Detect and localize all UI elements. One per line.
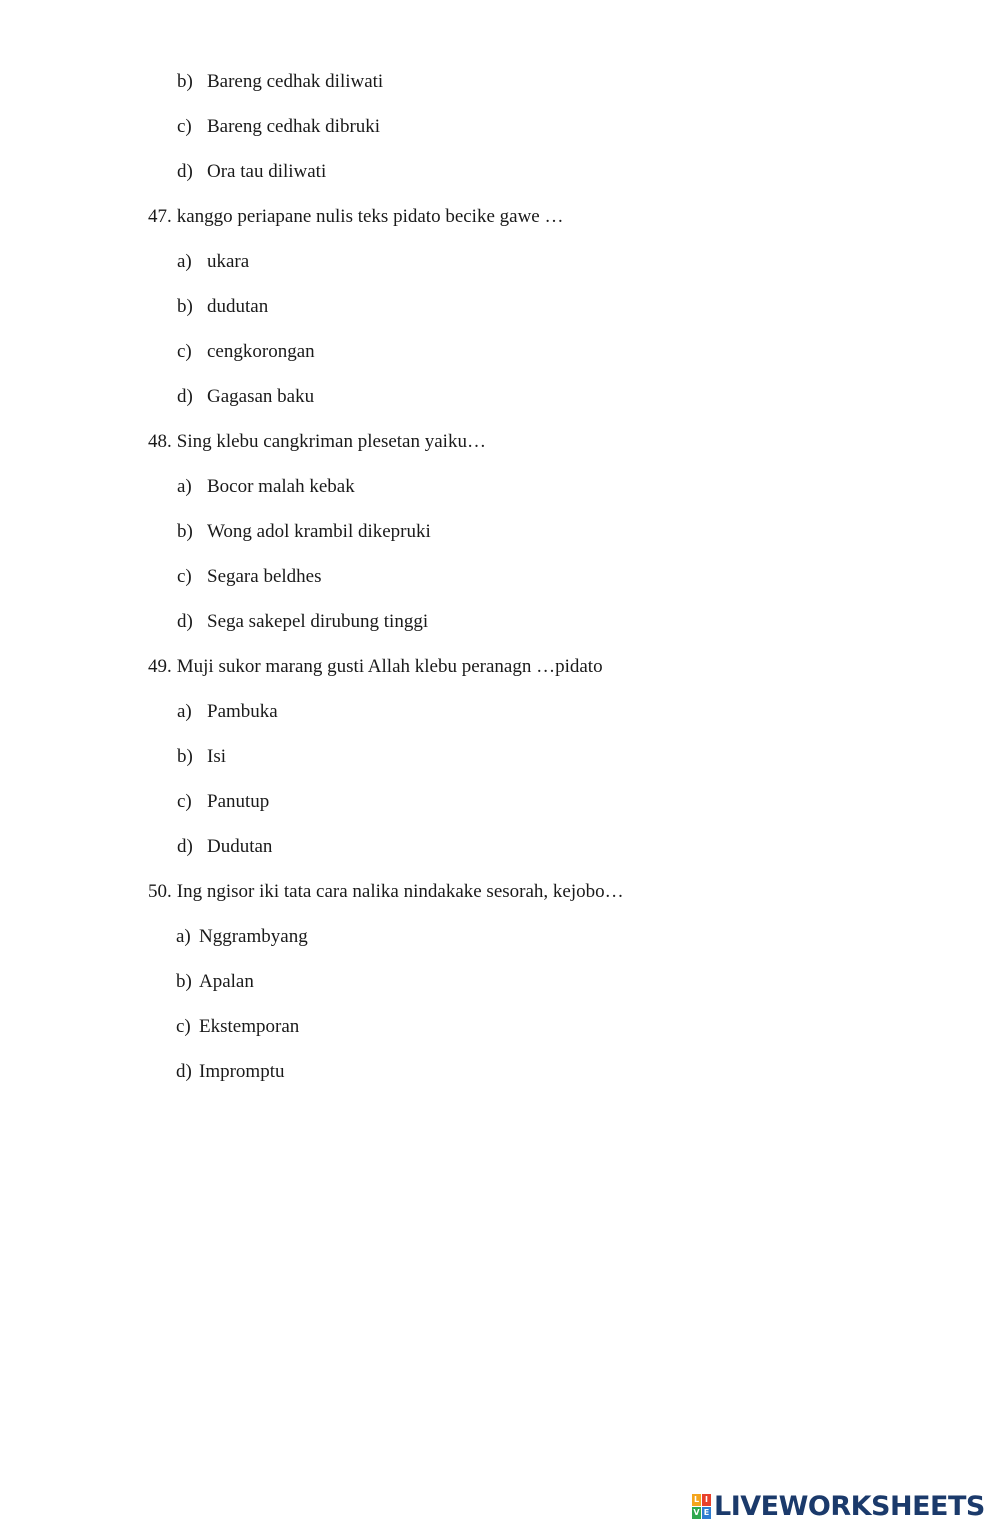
option-letter: d): [177, 836, 193, 857]
question-47: [148, 205, 564, 229]
option-d[interactable]: [177, 385, 314, 409]
option-c[interactable]: [176, 1015, 299, 1039]
option-text: Nggrambyang: [199, 926, 308, 947]
option-letter: b): [177, 296, 193, 317]
option-text: cengkorongan: [207, 341, 315, 362]
question-50: [148, 880, 624, 904]
option-letter: c): [177, 791, 192, 812]
option-a[interactable]: [177, 700, 278, 724]
option-letter: c): [176, 1016, 191, 1037]
option-d[interactable]: [177, 160, 326, 184]
option-d[interactable]: [177, 610, 428, 634]
option-letter: b): [177, 521, 193, 542]
question-number: 48.: [148, 431, 172, 452]
logo-mark-cell: L: [693, 1495, 700, 1504]
option-letter: a): [177, 476, 192, 497]
option-letter: d): [177, 161, 193, 182]
option-c[interactable]: [177, 565, 321, 589]
option-text: dudutan: [207, 296, 269, 317]
option-text: Ora tau diliwati: [207, 161, 327, 182]
logo-mark-icon: [692, 1494, 711, 1519]
question-number: 47.: [148, 206, 172, 227]
question-text: kanggo periapane nulis teks pidato becike gawe …: [176, 206, 564, 227]
logo-text: LIVEWORKSHEETS: [714, 1490, 985, 1522]
option-letter: d): [176, 1061, 192, 1082]
option-b[interactable]: [177, 295, 268, 319]
option-text: Wong adol krambil dikepruki: [207, 521, 431, 542]
question-text: Ing ngisor iki tata cara nalika nindakake sesorah, kejobo…: [176, 881, 624, 902]
option-text: Impromptu: [199, 1061, 285, 1082]
option-a[interactable]: [176, 925, 308, 949]
option-b[interactable]: [177, 70, 383, 94]
option-d[interactable]: [177, 835, 272, 859]
option-letter: d): [177, 611, 193, 632]
option-letter: c): [177, 566, 192, 587]
option-letter: b): [177, 746, 193, 767]
option-text: ukara: [207, 251, 250, 272]
option-letter: c): [177, 341, 192, 362]
question-text: Muji sukor marang gusti Allah klebu peranagn …pidato: [176, 656, 603, 677]
question-number: 49.: [148, 656, 172, 677]
option-text: Apalan: [199, 971, 254, 992]
option-text: Bareng cedhak diliwati: [207, 71, 384, 92]
option-d[interactable]: [176, 1060, 285, 1084]
option-c[interactable]: [177, 115, 380, 139]
option-letter: a): [177, 701, 192, 722]
option-c[interactable]: [177, 340, 315, 364]
option-b[interactable]: [176, 970, 254, 994]
question-text: Sing klebu cangkriman plesetan yaiku…: [176, 431, 486, 452]
option-letter: a): [177, 251, 192, 272]
option-a[interactable]: [177, 250, 249, 274]
logo-mark-cell: I: [702, 1494, 711, 1506]
option-text: Bareng cedhak dibruki: [207, 116, 381, 137]
option-letter: b): [176, 971, 192, 992]
option-text: Gagasan baku: [207, 386, 315, 407]
question-48: [148, 430, 486, 454]
option-text: Isi: [207, 746, 226, 767]
option-text: Sega sakepel dirubung tinggi: [207, 611, 429, 632]
option-text: Segara beldhes: [207, 566, 322, 587]
option-a[interactable]: [177, 475, 355, 499]
option-c[interactable]: [177, 790, 269, 814]
option-text: Bocor malah kebak: [207, 476, 355, 497]
option-text: Ekstemporan: [199, 1016, 300, 1037]
option-letter: d): [177, 386, 193, 407]
option-letter: b): [177, 71, 193, 92]
option-text: Panutup: [207, 791, 270, 812]
question-49: [148, 655, 603, 679]
liveworksheets-logo[interactable]: [692, 1490, 985, 1522]
logo-mark-cell: V: [693, 1508, 700, 1517]
option-b[interactable]: [177, 520, 431, 544]
option-b[interactable]: [177, 745, 226, 769]
option-text: Pambuka: [207, 701, 278, 722]
logo-mark-cell: E: [703, 1508, 710, 1517]
option-letter: c): [177, 116, 192, 137]
question-number: 50.: [148, 881, 172, 902]
option-text: Dudutan: [207, 836, 273, 857]
option-letter: a): [176, 926, 191, 947]
